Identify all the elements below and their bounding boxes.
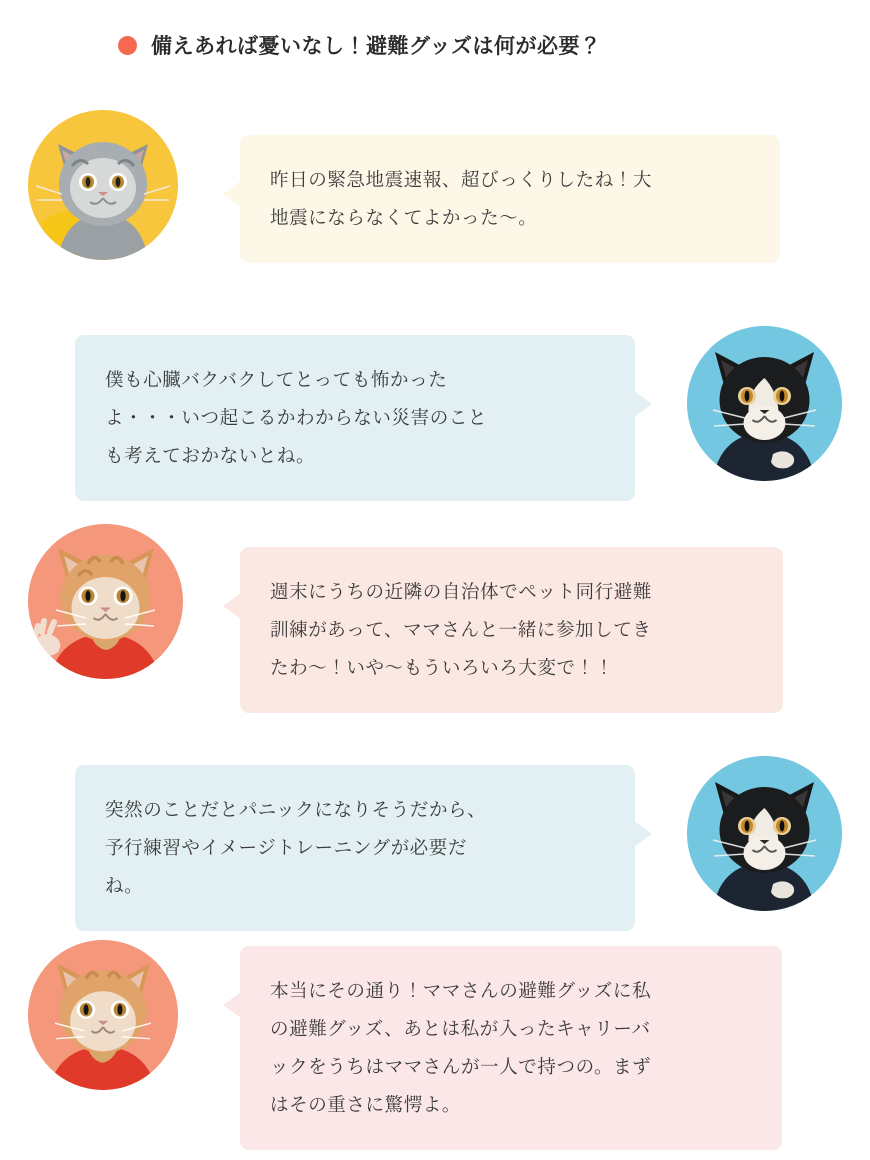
message-line: 地震にならなくてよかった〜。	[270, 206, 538, 228]
cat-portrait-tuxedo	[687, 756, 842, 911]
message-line: ックをうちはママさんが一人で持つの。まず	[270, 1055, 652, 1077]
cat-portrait-tuxedo	[687, 326, 842, 481]
message-line: の避難グッズ、あとは私が入ったキャリーバ	[270, 1017, 651, 1039]
message-line: 予行練習やイメージトレーニングが必要だ	[105, 836, 467, 858]
page-heading	[118, 30, 601, 60]
chat-message-1	[28, 110, 780, 263]
message-line: 僕も心臓バクバクしてとっても怖かった	[105, 369, 448, 390]
chat-message-3	[28, 524, 783, 713]
message-bubble-1	[240, 135, 780, 263]
message-line: 昨日の緊急地震速報、超びっくりしたね！大	[270, 169, 653, 190]
message-line: ね。	[105, 874, 144, 896]
message-bubble-2	[75, 335, 635, 501]
message-line: 突然のことだとパニックになりそうだから、	[105, 799, 487, 820]
chat-message-5	[28, 940, 782, 1150]
avatar-silver-tabby-cat	[28, 110, 178, 260]
avatar-tuxedo-cat	[687, 326, 842, 481]
message-line: よ・・・いつ起こるかわからない災害のこと	[105, 406, 488, 428]
cat-portrait-orange-tabby	[28, 940, 178, 1090]
cat-portrait-orange-tabby	[28, 524, 183, 679]
avatar-tuxedo-cat	[687, 756, 842, 911]
avatar-orange-tabby-cat	[28, 940, 178, 1090]
message-line: 週末にうちの近隣の自治体でペット同行避難	[270, 581, 653, 602]
avatar-orange-tabby-cat	[28, 524, 183, 679]
message-line: も考えておかないとね。	[105, 444, 316, 466]
cat-portrait-silver-tabby	[28, 110, 178, 260]
message-bubble-5	[240, 946, 782, 1150]
page-title: 備えあれば憂いなし！避難グッズは何が必要？	[151, 35, 602, 58]
chat-message-4	[75, 756, 842, 931]
message-line: たわ〜！いや〜もういろいろ大変で！！	[270, 656, 614, 678]
message-bubble-3	[240, 547, 783, 713]
message-bubble-4	[75, 765, 635, 931]
message-line: 訓練があって、ママさんと一緒に参加してき	[270, 618, 652, 640]
message-line: 本当にその通り！ママさんの避難グッズに私	[270, 980, 652, 1001]
message-line: はその重さに驚愕よ。	[270, 1093, 462, 1115]
chat-message-2	[75, 326, 842, 501]
bullet-icon	[118, 36, 137, 55]
